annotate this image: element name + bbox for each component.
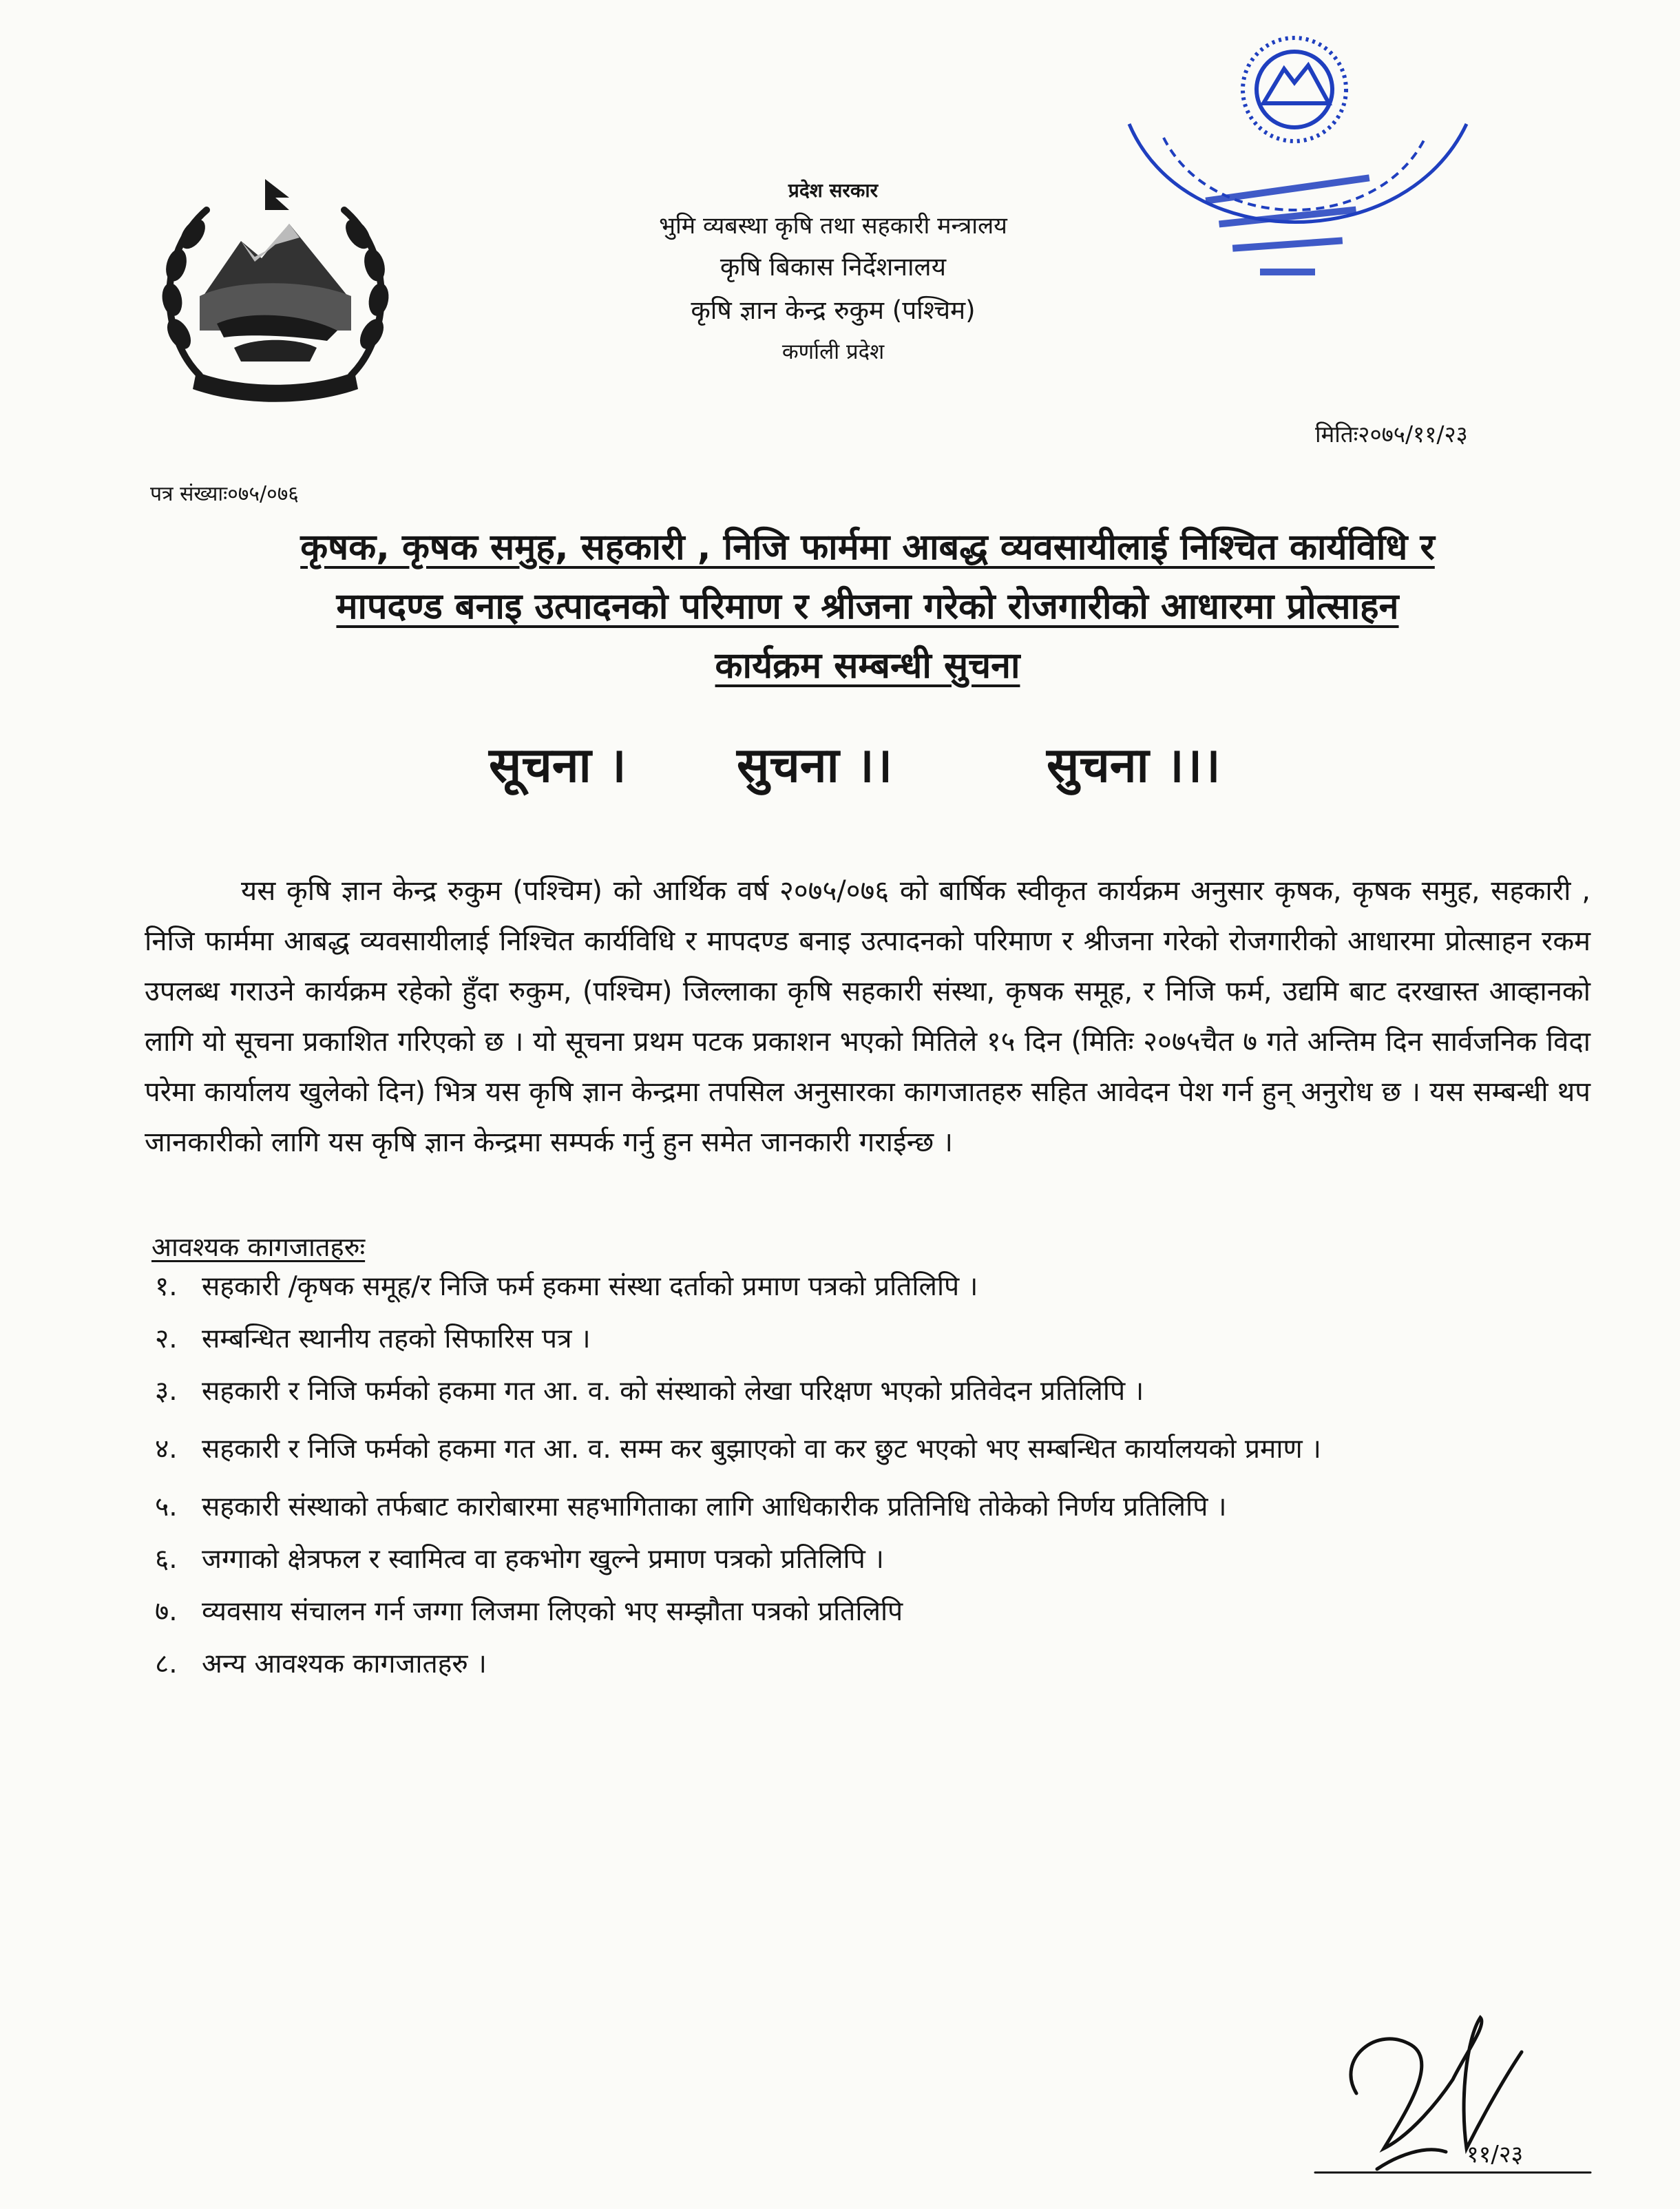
header-directorate: कृषि बिकास निर्देशनालय <box>720 252 947 282</box>
signature-icon <box>1308 1997 1597 2190</box>
header-province: कर्णाली प्रदेश <box>781 339 885 364</box>
office-seal-stamp-icon <box>1102 28 1487 358</box>
notice-word-3: सुचना ।।। <box>1047 737 1221 793</box>
title-line-3: कार्यक्रम सम्बन्धी सुचना <box>715 645 1020 687</box>
office-header <box>482 176 1184 371</box>
list-item: ५. सहकारी संस्थाको तर्फबाट कारोबारमा सहभागिताका लागि आधिकारीक प्रतिनिधि तोकेको निर्णय प्रतिलिपि । <box>155 1491 1227 1522</box>
letter-date: मितिः२०७५/११/२३ <box>1315 421 1468 448</box>
header-government: प्रदेश सरकार <box>788 179 879 202</box>
list-item: ८. अन्य आवश्यक कागजातहरु । <box>155 1648 487 1679</box>
list-item: ३. सहकारी र निजि फर्मको हकमा गत आ. व. को संस्थाको लेखा परिक्षण भएको प्रतिवेदन प्रतिलिपि । <box>155 1376 1144 1407</box>
list-item: २. सम्बन्धित स्थानीय तहको सिफारिस पत्र । <box>155 1323 591 1354</box>
title-line-2: मापदण्ड बनाइ उत्पादनको परिमाण र श्रीजना गरेको रोजगारीको आधारमा प्रोत्साहन <box>336 586 1399 627</box>
header-ministry: भुमि व्यबस्था कृषि तथा सहकारी मन्त्रालय <box>659 212 1007 240</box>
list-item: १. सहकारी /कृषक समूह/र निजि फर्म हकमा संस्था दर्ताको प्रमाण पत्रको प्रतिलिपि । <box>155 1271 978 1302</box>
list-item: ७. व्यवसाय संचालन गर्न जग्गा लिजमा लिएको भए सम्झौता पत्रको प्रतिलिपि <box>155 1596 903 1627</box>
title-line-1: कृषक, कृषक समुह, सहकारी , निजि फार्ममा आबद्ध व्यवसायीलाई निश्चित कार्यविधि र <box>300 527 1435 568</box>
notice-body: यस कृषि ज्ञान केन्द्र रुकुम (पश्चिम) को आर्थिक वर्ष २०७५/०७६ को बार्षिक स्वीकृत कार्यक्रम अनुसार कृषक, कृषक समुह, सहकारी , निजि फार्ममा आबद्ध व्यवसायीलाई निश्चित कार्यविधि र मापदण्ड बनाइ उत्पादनको परिमाण र श्रीजना गरेको रोजगारीको आधारमा प्रोत्साहन रकम उपलब्ध गराउने कार्यक्रम रहेको हुँदा रुकुम, (पश्चिम) जिल्लाका कृषि सहकारी संस्था, कृषक समूह, र निजि फर्म, उद्यमि बाट दरखास्त आव्हानको लागि यो सूचना प्रकाशित गरिएको छ । यो सूचना प्रथम पटक प्रकाशन भएको मितिले १५ दिन (मितिः २०७५चैत ७ गते अन्तिम दिन सार्वजनिक विदा परेमा कार्यालय खुलेको दिन) भित्र यस कृषि ज्ञान केन्द्रमा तपसिल अनुसारका कागजातहरु सहित आवेदन पेश गर्न हुन् अनुरोध छ । यस सम्बन्धी थप जानकारीको लागि यस कृषि ज्ञान केन्द्रमा सम्पर्क गर्नु हुन समेत जानकारी गराईन्छ । <box>145 875 1590 1158</box>
notice-title <box>151 518 1584 695</box>
notice-word-1: सूचना । <box>489 737 627 793</box>
government-emblem-icon <box>151 176 399 410</box>
list-item: ४. सहकारी र निजि फर्मको हकमा गत आ. व. सम्म कर बुझाएको वा कर छुट भएको भए सम्बन्धित कार्यालयको प्रमाण । <box>155 1434 1321 1465</box>
header-office: कृषि ज्ञान केन्द्र रुकुम (पश्चिम) <box>691 295 976 325</box>
reference-number: पत्र संख्याः०७५/०७६ <box>150 482 299 506</box>
signature-date: ११/२३ <box>1467 2141 1524 2168</box>
documents-heading: आवश्यक कागजातहरुः <box>151 1232 366 1262</box>
list-item: ६. जग्गाको क्षेत्रफल र स्वामित्व वा हकभोग खुल्ने प्रमाण पत्रको प्रतिलिपि । <box>155 1544 884 1575</box>
notice-word-2: सुचना ।। <box>737 737 893 793</box>
documents-list <box>155 1266 1601 1695</box>
